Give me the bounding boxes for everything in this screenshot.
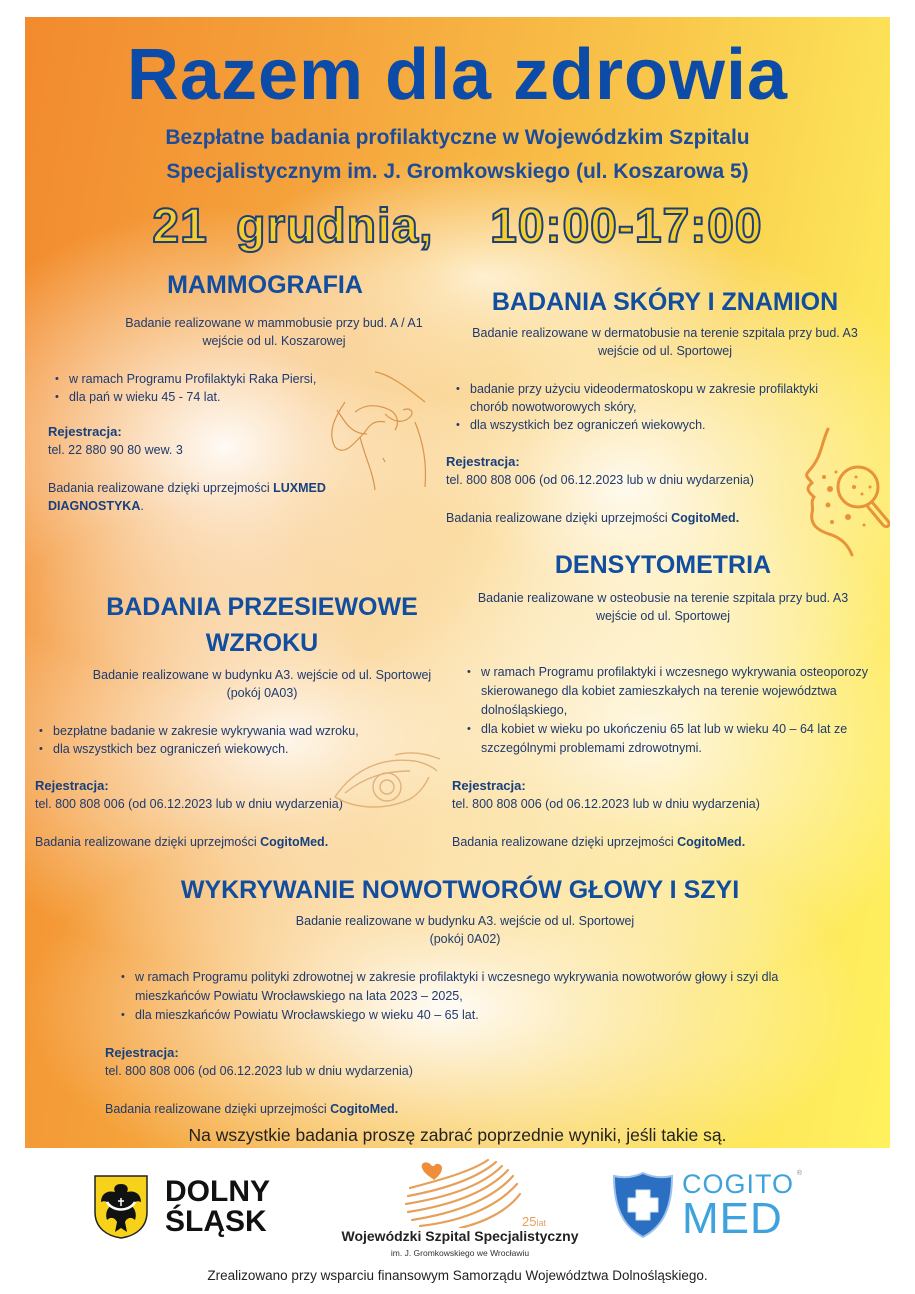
sponsor-name: CogitoMed. bbox=[677, 835, 746, 849]
logo-cogitomed bbox=[612, 1169, 803, 1243]
cogitomed-wordmark bbox=[682, 1169, 803, 1243]
section-bullets bbox=[443, 663, 871, 758]
bullet-item: • dla mieszkańców Powiatu Wrocławskiego w wieku 40 – 65 lat. bbox=[115, 1006, 805, 1025]
registration-phone: tel. 800 808 006 (od 06.12.2023 lub w dniu wydarzenia) bbox=[452, 797, 760, 811]
bullet-item: • w ramach Programu Profilaktyki Raka Piersi, bbox=[49, 370, 465, 388]
section-title bbox=[33, 589, 453, 661]
section-location bbox=[33, 666, 453, 702]
hospital-waves-heart-icon bbox=[310, 1158, 610, 1228]
cogito-line-2: MED bbox=[682, 1194, 783, 1243]
subtitle-line-2: Specjalistycznym im. J. Gromkowskiego (ul. Koszarowa 5) bbox=[166, 160, 749, 183]
section-bullets bbox=[440, 380, 850, 434]
subtitle-line-1: Bezpłatne badania profilaktyczne w Wojewódzkim Szpitalu bbox=[165, 126, 750, 149]
bullet-item: • bezpłatne badanie w zakresie wykrywania wad wzroku, bbox=[33, 722, 453, 740]
sponsor-note bbox=[443, 833, 883, 851]
sponsor-prefix: Badania realizowane dzięki uprzejmości bbox=[48, 481, 274, 495]
section-location bbox=[35, 314, 465, 350]
bullet-item: • badanie przy użyciu videodermatoskopu w zakresie profilaktyki chorób nowotworowych skóry, bbox=[450, 380, 850, 416]
event-date-text: 21 grudnia, 10:00-17:00 bbox=[152, 200, 763, 253]
sponsor-name: LUXMED bbox=[273, 481, 326, 495]
eye-illustration-icon bbox=[325, 737, 445, 817]
section-location bbox=[443, 589, 883, 625]
bullet-item: • w ramach Programu polityki zdrowotnej w zakresie profilaktyki i wczesnego wykrywania nowotworów głowy i szyi dla mieszkańców Powiatu Wrocławskiego na lata 2023 – 2025, bbox=[115, 968, 805, 1006]
section-title-line-1: BADANIA PRZESIEWOWE bbox=[106, 593, 418, 621]
sponsor-note bbox=[33, 833, 453, 851]
breast-illustration-icon bbox=[315, 362, 445, 492]
section-densytometria bbox=[443, 550, 883, 851]
sponsor-name: CogitoMed. bbox=[671, 511, 740, 525]
sponsor-name-2: DIAGNOSTYKA bbox=[48, 499, 141, 513]
sponsor-suffix: . bbox=[140, 499, 144, 513]
sponsor-prefix: Badania realizowane dzięki uprzejmości bbox=[35, 835, 261, 849]
location-line-2: wejście od ul. Koszarowej bbox=[202, 334, 346, 348]
section-bullets bbox=[85, 968, 805, 1025]
registered-mark: ® bbox=[796, 1170, 803, 1177]
location-line-1: Badanie realizowane w budynku A3. wejście od ul. Sportowej bbox=[92, 668, 432, 682]
sponsor-name: CogitoMed. bbox=[330, 1102, 399, 1116]
anniversary-suffix: lat bbox=[536, 1218, 546, 1228]
logo-dolny-slask bbox=[93, 1174, 270, 1240]
hospital-subname: im. J. Gromkowskiego we Wrocławiu bbox=[390, 1248, 530, 1258]
section-glowa-szyja bbox=[85, 875, 845, 1118]
location-line-2: (pokój 0A02) bbox=[429, 932, 501, 946]
section-title: BADANIA SKÓRY I ZNAMION bbox=[491, 288, 839, 316]
bullet-item: • w ramach Programu profilaktyki i wczesnego wykrywania osteoporozy skierowanego dla kobiet zamieszkałych na terenie województwa dolnośląskiego, bbox=[461, 663, 871, 720]
location-line-2: wejście od ul. Sportowej bbox=[597, 344, 733, 358]
location-line-1: Badanie realizowane w mammobusie przy bud. A / A1 bbox=[125, 316, 423, 330]
skin-magnifier-illustration-icon bbox=[790, 417, 890, 557]
poster-background bbox=[25, 17, 890, 1148]
section-title: MAMMOGRAFIA bbox=[167, 271, 363, 299]
registration-phone: tel. 800 808 006 (od 06.12.2023 lub w dniu wydarzenia) bbox=[105, 1064, 413, 1078]
logo-hospital bbox=[310, 1158, 610, 1258]
sponsor-prefix: Badania realizowane dzięki uprzejmości bbox=[446, 511, 672, 525]
sponsor-prefix: Badania realizowane dzięki uprzejmości bbox=[105, 1102, 331, 1116]
sponsor-note bbox=[85, 1100, 845, 1118]
location-line-1: Badanie realizowane w budynku A3. wejście od ul. Sportowej bbox=[295, 914, 635, 928]
hospital-anniversary bbox=[522, 1214, 546, 1229]
section-location bbox=[440, 324, 890, 360]
registration-phone: tel. 800 808 006 (od 06.12.2023 lub w dniu wydarzenia) bbox=[35, 797, 343, 811]
wordmark-line-2: ŚLĄSK bbox=[165, 1205, 267, 1238]
registration-label: Rejestracja: bbox=[452, 778, 526, 793]
section-title-line-2: WZROKU bbox=[205, 629, 319, 657]
hospital-name: Wojewódzki Szpital Specjalistyczny bbox=[341, 1228, 579, 1244]
section-title: DENSYTOMETRIA bbox=[554, 551, 772, 579]
event-date bbox=[25, 199, 890, 255]
sponsor-prefix: Badania realizowane dzięki uprzejmości bbox=[452, 835, 678, 849]
registration-label: Rejestracja: bbox=[105, 1045, 179, 1060]
poster-subtitle bbox=[25, 121, 890, 189]
registration-phone: tel. 22 880 90 80 wew. 3 bbox=[48, 443, 183, 457]
registration-label: Rejestracja: bbox=[35, 778, 109, 793]
bullet-item: • dla kobiet w wieku po ukończeniu 65 lat lub w wieku 40 – 64 lat ze szczególnymi problemami zdrowotnymi. bbox=[461, 720, 871, 758]
section-title: WYKRYWANIE NOWOTWORÓW GŁOWY I SZYI bbox=[180, 876, 740, 904]
location-line-2: (pokój 0A03) bbox=[226, 686, 298, 700]
location-line-1: Badanie realizowane w osteobusie na terenie szpitala przy bud. A3 bbox=[477, 591, 849, 605]
section-location bbox=[85, 912, 845, 948]
dolny-slask-coat-of-arms-icon bbox=[93, 1174, 149, 1240]
dolny-slask-wordmark bbox=[165, 1177, 270, 1237]
poster-title: Razem dla zdrowia bbox=[126, 35, 789, 115]
registration-phone: tel. 800 808 006 (od 06.12.2023 lub w dniu wydarzenia) bbox=[446, 473, 754, 487]
cogitomed-shield-cross-icon bbox=[612, 1170, 674, 1240]
cogito-line-1: COGITO bbox=[682, 1169, 795, 1199]
bullet-item: • dla pań w wieku 45 - 74 lat. bbox=[49, 388, 465, 406]
anniversary-years: 25 bbox=[522, 1214, 537, 1229]
registration-label: Rejestracja: bbox=[48, 424, 122, 439]
wordmark-line-1: DOLNY bbox=[165, 1175, 270, 1208]
location-line-2: wejście od ul. Sportowej bbox=[595, 609, 731, 623]
location-line-1: Badanie realizowane w dermatobusie na terenie szpitala przy bud. A3 bbox=[472, 326, 858, 340]
footer-funding-note: Zrealizowano przy wsparciu finansowym Samorządu Województwa Dolnośląskiego. bbox=[207, 1268, 708, 1283]
bullet-item: • dla wszystkich bez ograniczeń wiekowych. bbox=[33, 740, 453, 758]
bullet-item: • dla wszystkich bez ograniczeń wiekowych. bbox=[450, 416, 850, 434]
sponsor-name: CogitoMed. bbox=[260, 835, 329, 849]
registration-label: Rejestracja: bbox=[446, 454, 520, 469]
bring-results-note: Na wszystkie badania proszę zabrać poprzednie wyniki, jeśli takie są. bbox=[188, 1125, 727, 1145]
